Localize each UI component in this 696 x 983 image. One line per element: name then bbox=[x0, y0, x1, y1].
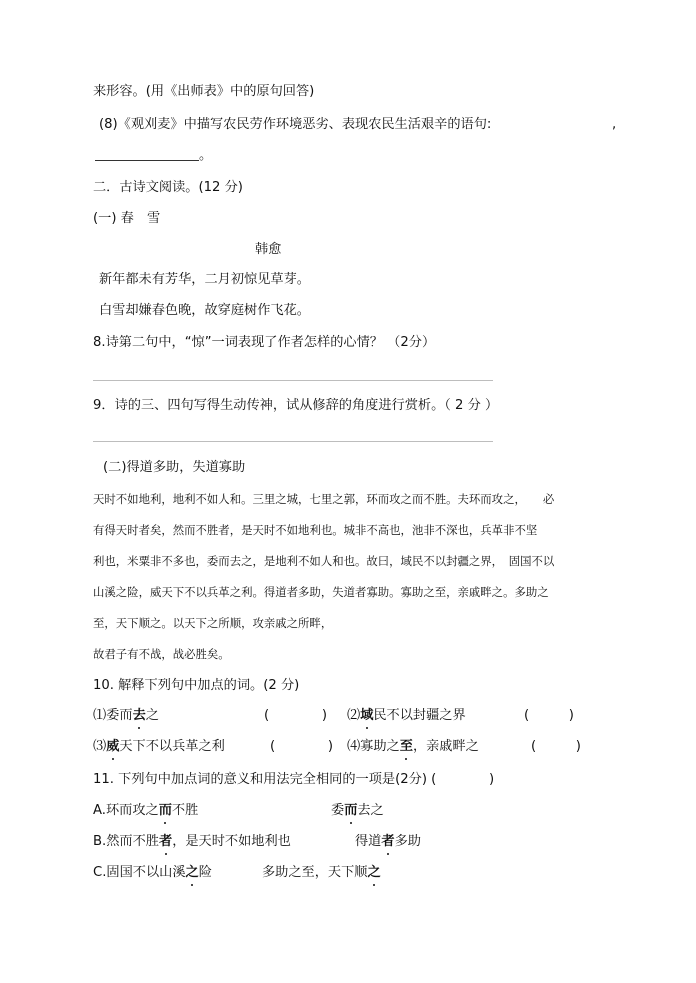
passage-line-5: 至，天下顺之。以天下之所顺，攻亲戚之所畔， bbox=[93, 616, 333, 630]
poem-line-1: 新年都未有芳华，二月初惊见草芽。 bbox=[99, 272, 310, 287]
q10-answer-2[interactable]: ( ) bbox=[524, 708, 574, 723]
passage-line-1: 天时不如地利，地利不如人和。三里之城，七里之郭，环而攻之而不胜。夫环而攻之， 必 bbox=[93, 492, 555, 506]
answer-line-q8[interactable] bbox=[93, 380, 493, 381]
q10-item-4: ⑷寡助之至，亲戚畔之 bbox=[347, 739, 479, 754]
q10-answer-4[interactable]: ( ) bbox=[531, 739, 581, 754]
poem-author: 韩愈 bbox=[255, 242, 282, 257]
q10-item-1: ⑴委而去之 bbox=[93, 708, 159, 723]
passage-line-6: 故君子有不战，战必胜矣。 bbox=[93, 647, 230, 661]
q10-item-3: ⑶威天下不以兵革之利 bbox=[93, 739, 225, 754]
option-b-right: 得道者多助 bbox=[355, 834, 421, 849]
poem-title: (一) 春 雪 bbox=[93, 211, 161, 226]
answer-blank[interactable] bbox=[95, 146, 199, 161]
answer-line-q9[interactable] bbox=[93, 441, 493, 442]
option-a-left[interactable]: A.环而攻之而不胜 bbox=[93, 803, 199, 818]
question-7-continuation: 来形容。(用《出师表》中的原句回答) bbox=[93, 84, 315, 99]
q10-item-2: ⑵域民不以封疆之界 bbox=[347, 708, 466, 723]
answer-blank-line: 。 bbox=[93, 146, 212, 165]
option-a-right: 委而去之 bbox=[331, 803, 384, 818]
passage-line-4: 山溪之险，威天下不以兵革之利。得道者多助，失道者寡助。寡助之至，亲戚畔之。多助之 bbox=[93, 585, 549, 599]
passage-line-2: 有得天时者矣，然而不胜者，是天时不如地利也。城非不高也，池非不深也，兵革非不坚 bbox=[93, 523, 538, 537]
question-8: 8.诗第二句中，“惊”一词表现了作者怎样的心情？ （2分） bbox=[93, 335, 436, 350]
q10-answer-1[interactable]: ( ) bbox=[264, 708, 328, 723]
question-10: 10. 解释下列句中加点的词。(2 分) bbox=[93, 678, 300, 693]
q10-answer-3[interactable]: ( ) bbox=[270, 739, 334, 754]
passage-line-3: 利也，米粟非不多也，委而去之，是地利不如人和也。故曰，域民不以封疆之界， 固国不以 bbox=[93, 554, 555, 568]
answer-comma: , bbox=[612, 117, 617, 132]
question-9: 9．诗的三、四句写得生动传神，试从修辞的角度进行赏析。（ 2 分 ） bbox=[93, 398, 499, 413]
passage-title: (二)得道多助，失道寡助 bbox=[103, 460, 246, 475]
poem-line-2: 白雪却嫌春色晚，故穿庭树作飞花。 bbox=[99, 303, 310, 318]
question-11: 11. 下列句中加点词的意义和用法完全相同的一项是(2分) ( ) bbox=[93, 772, 495, 787]
option-c-left[interactable]: C.固国不以山溪之险 bbox=[93, 865, 212, 880]
option-c-right: 多助之至，天下顺之 bbox=[262, 865, 381, 880]
option-b-left[interactable]: B.然而不胜者，是天时不如地利也 bbox=[93, 834, 291, 849]
section-2-heading: 二．古诗文阅读。(12 分) bbox=[93, 180, 243, 195]
question-8-fill: (8)《观刈麦》中描写农民劳作环境恶劣、表现农民生活艰辛的语句: bbox=[99, 117, 492, 132]
